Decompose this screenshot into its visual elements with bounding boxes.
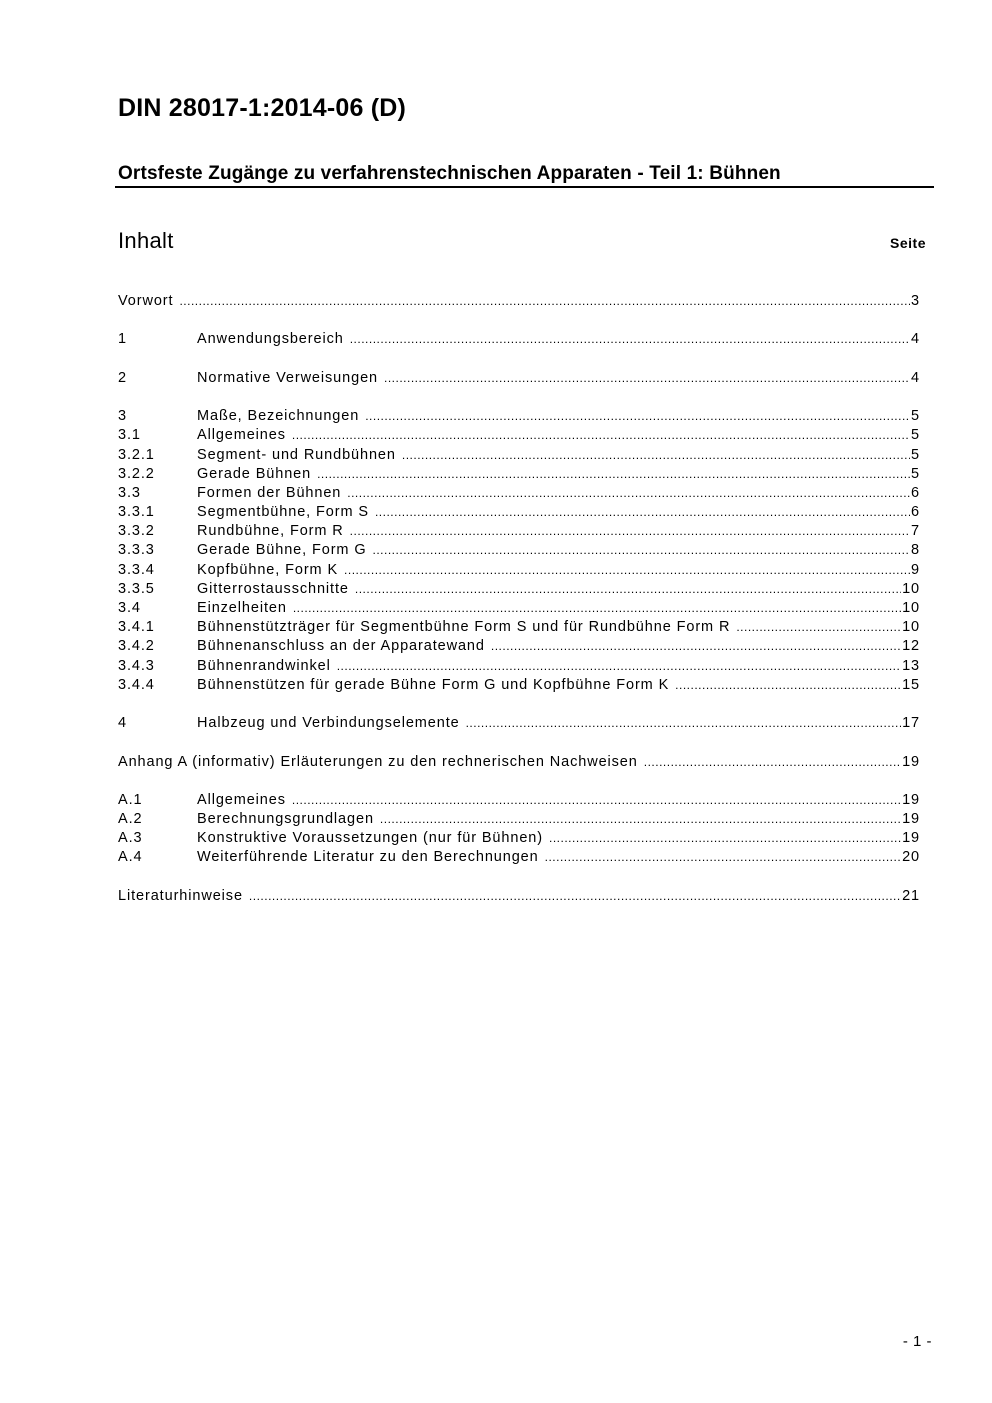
- toc-entry-number: A.2: [118, 811, 143, 828]
- toc-dot-leader: [675, 676, 901, 695]
- toc-dot-leader: [292, 791, 901, 810]
- toc-entry-label: Gerade Bühne, Form G: [197, 542, 367, 559]
- toc-entry-label: Normative Verweisungen: [197, 369, 378, 386]
- toc-entry[interactable]: [118, 676, 920, 695]
- toc-entry-label: Anwendungsbereich: [197, 331, 344, 348]
- toc-entry-page: 7: [911, 523, 920, 540]
- toc-entry-label: Bühnenanschluss an der Apparatewand: [197, 638, 485, 655]
- toc-entry-page: 15: [902, 676, 920, 693]
- toc-entry-page: 5: [911, 408, 920, 425]
- toc-entry[interactable]: [118, 829, 920, 848]
- toc-entry-number: 3.3.4: [118, 561, 155, 578]
- toc-dot-leader: [644, 753, 901, 772]
- toc-dot-leader: [337, 657, 901, 676]
- toc-entry[interactable]: [118, 561, 920, 580]
- toc-entry[interactable]: [118, 618, 920, 637]
- toc-entry-page: 12: [902, 638, 920, 655]
- toc-entry-number: 3.3.2: [118, 523, 155, 540]
- toc-entry-label: Gitterrostausschnitte: [197, 580, 349, 597]
- toc-entry-page: 13: [902, 657, 920, 674]
- toc-entry-number: 3.4.4: [118, 676, 155, 693]
- toc-entry-label: Allgemeines: [197, 791, 286, 808]
- toc-entry[interactable]: [118, 887, 920, 906]
- toc-entry-label: Bühnenstützträger für Segmentbühne Form S und für Rundbühne Form R: [197, 619, 731, 636]
- toc-dot-leader: [545, 848, 901, 867]
- toc-entry[interactable]: [118, 714, 920, 733]
- document-id: DIN 28017-1:2014-06 (D): [118, 94, 407, 122]
- toc-dot-leader: [179, 292, 910, 311]
- toc-entry-number: A.4: [118, 849, 143, 866]
- toc-dot-leader: [350, 522, 910, 541]
- toc-entry-page: 19: [902, 830, 920, 847]
- toc-entry-label: Rundbühne, Form R: [197, 523, 344, 540]
- toc-entry-label: Anhang A (informativ) Erläuterungen zu den rechnerischen Nachweisen: [118, 753, 638, 770]
- toc-entry[interactable]: [118, 753, 920, 772]
- toc-entry-number: 2: [118, 369, 127, 386]
- toc-dot-leader: [350, 330, 910, 349]
- toc-dot-leader: [384, 369, 910, 388]
- toc-entry-number: 3.1: [118, 427, 141, 444]
- toc-entry-label: Bühnenrandwinkel: [197, 657, 331, 674]
- toc-dot-leader: [317, 465, 910, 484]
- toc-entry[interactable]: [118, 599, 920, 618]
- toc-dot-leader: [736, 618, 901, 637]
- toc-entry-label: Gerade Bühnen: [197, 465, 312, 482]
- toc-entry[interactable]: [118, 292, 920, 311]
- toc-entry-number: A.1: [118, 791, 143, 808]
- toc-entry-page: 9: [911, 561, 920, 578]
- toc-entry-label: Literaturhinweise: [118, 887, 243, 904]
- toc-dot-leader: [292, 426, 910, 445]
- toc-entry-page: 5: [911, 427, 920, 444]
- toc-entry-number: 3.4: [118, 600, 141, 616]
- toc-entry-page: 4: [911, 369, 920, 386]
- toc-entry[interactable]: [118, 657, 920, 676]
- toc-entry[interactable]: [118, 810, 920, 829]
- toc-entry-number: 3.3: [118, 484, 141, 501]
- toc-heading: Inhalt: [118, 228, 174, 253]
- toc-entry-number: 3.3.5: [118, 580, 155, 597]
- toc-entry[interactable]: [118, 580, 920, 599]
- toc-dot-leader: [293, 599, 901, 618]
- toc-entry-page: 6: [911, 504, 920, 521]
- document-title: Ortsfeste Zugänge zu verfahrenstechnischen Apparaten - Teil 1: Bühnen: [118, 163, 781, 184]
- toc-entry[interactable]: [118, 791, 920, 810]
- toc-entry-label: Bühnenstützen für gerade Bühne Form G und Kopfbühne Form K: [197, 676, 670, 693]
- toc-entry[interactable]: [118, 330, 920, 349]
- toc-entry[interactable]: [118, 503, 920, 522]
- toc-entry[interactable]: [118, 426, 920, 445]
- toc-dot-leader: [373, 541, 911, 560]
- toc-entry-number: 3.3.1: [118, 504, 155, 521]
- toc-entry-page: 17: [902, 715, 920, 732]
- toc-dot-leader: [375, 503, 910, 522]
- toc-entry[interactable]: [118, 484, 920, 503]
- toc-entry[interactable]: [118, 637, 920, 656]
- toc-entry-page: 4: [911, 331, 920, 348]
- toc-entry-label: Berechnungsgrundlagen: [197, 811, 374, 828]
- toc-dot-leader: [380, 810, 901, 829]
- toc-entry-label: Kopfbühne, Form K: [197, 561, 339, 578]
- toc-entry-number: 3.2.1: [118, 446, 155, 463]
- toc-entry-page: 19: [902, 753, 920, 770]
- toc-entry-page: 19: [902, 811, 920, 828]
- toc-entry-number: 1: [118, 331, 127, 348]
- toc-entry[interactable]: [118, 848, 920, 867]
- page-number: - 1 -: [902, 1333, 932, 1350]
- toc-dot-leader: [344, 561, 910, 580]
- toc-entry-number: 4: [118, 715, 127, 732]
- toc-entry-page: 21: [902, 887, 920, 904]
- toc-entry-label: Weiterführende Literatur zu den Berechnungen: [197, 849, 539, 866]
- toc-entry-number: 3.4.2: [118, 638, 155, 655]
- page-column-label: Seite: [890, 235, 926, 251]
- toc-dot-leader: [549, 829, 901, 848]
- toc-entry[interactable]: [118, 465, 920, 484]
- toc-entry-label: Halbzeug und Verbindungselemente: [197, 715, 460, 732]
- toc-entry-number: 3: [118, 408, 127, 425]
- toc-entry[interactable]: [118, 541, 920, 560]
- toc-entry-number: 3.2.2: [118, 465, 155, 482]
- toc-entry-number: 3.3.3: [118, 542, 155, 559]
- toc-entry-label: Maße, Bezeichnungen: [197, 408, 360, 425]
- toc-entry-label: Vorwort: [118, 293, 174, 309]
- toc-entry-number: 3.4.3: [118, 657, 155, 674]
- toc-entry[interactable]: [118, 446, 920, 465]
- toc-entry-label: Einzelheiten: [197, 600, 287, 616]
- toc-entry-label: Segment- und Rundbühnen: [197, 446, 396, 463]
- toc-entry-page: 5: [911, 446, 920, 463]
- toc-entry[interactable]: [118, 407, 920, 426]
- toc-entry-page: 5: [911, 465, 920, 482]
- toc-dot-leader: [347, 484, 910, 503]
- toc-entry-label: Allgemeines: [197, 427, 286, 444]
- toc-entry[interactable]: [118, 522, 920, 541]
- toc-entry-page: 6: [911, 484, 920, 501]
- toc-entry-number: A.3: [118, 830, 143, 847]
- toc-entry-page: 10: [902, 580, 920, 597]
- toc-dot-leader: [355, 580, 901, 599]
- toc-entry-number: 3.4.1: [118, 619, 155, 636]
- toc-entry-page: 8: [911, 542, 920, 559]
- table-of-contents: [118, 292, 920, 906]
- toc-entry-page: 20: [902, 849, 920, 866]
- toc-entry-label: Konstruktive Voraussetzungen (nur für Bühnen): [197, 830, 543, 847]
- toc-dot-leader: [466, 714, 901, 733]
- toc-dot-leader: [365, 407, 910, 426]
- toc-entry-page: 3: [911, 293, 920, 309]
- toc-dot-leader: [249, 887, 901, 906]
- toc-entry-label: Formen der Bühnen: [197, 484, 342, 501]
- toc-entry-page: 19: [902, 791, 920, 808]
- toc-dot-leader: [491, 637, 901, 656]
- toc-entry-page: 10: [902, 619, 920, 636]
- toc-entry[interactable]: [118, 369, 920, 388]
- toc-entry-page: 10: [902, 600, 920, 616]
- title-divider: [115, 186, 934, 188]
- toc-entry-label: Segmentbühne, Form S: [197, 504, 369, 521]
- toc-dot-leader: [402, 446, 910, 465]
